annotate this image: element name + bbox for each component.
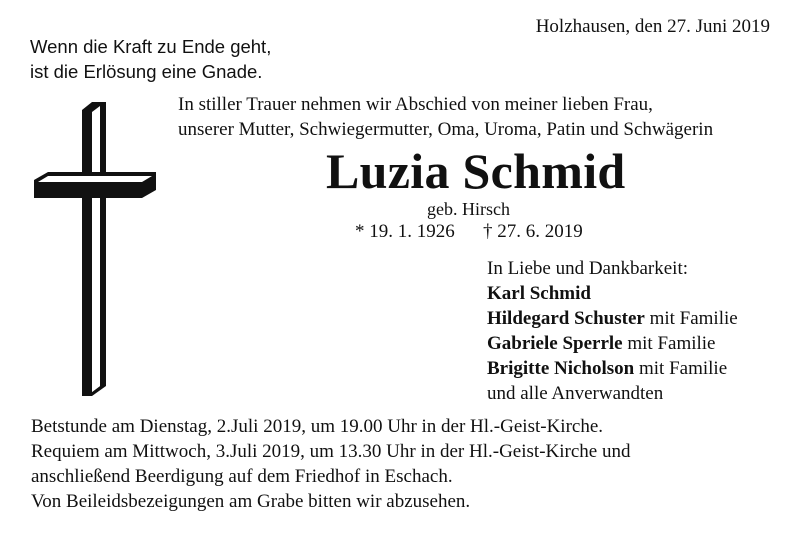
birth-date: * 19. 1. 1926 — [355, 221, 455, 242]
notice-line: anschließend Beerdigung auf dem Friedhof in Eschach. — [31, 466, 453, 487]
death-date: † 27. 6. 2019 — [483, 221, 583, 242]
intro-line-2: unserer Mutter, Schwiegermutter, Oma, Uroma, Patin und Schwägerin — [178, 119, 714, 140]
service-notices — [31, 414, 630, 514]
mourner-name: Brigitte Nicholson — [487, 358, 635, 379]
mourners-list — [487, 256, 738, 406]
mourner-name: Gabriele Sperrle — [487, 333, 623, 354]
notice-line: Betstunde am Dienstag, 2.Juli 2019, um 19.00 Uhr in der Hl.-Geist-Kirche. — [31, 416, 604, 437]
maiden-name: geb. Hirsch — [427, 199, 510, 219]
notice-line: Requiem am Mittwoch, 3.Juli 2019, um 13.30 Uhr in der Hl.-Geist-Kirche und — [31, 441, 631, 462]
mourner-row — [487, 356, 738, 381]
cross-icon — [30, 100, 160, 400]
mourner-suffix: mit Familie — [634, 358, 728, 379]
notice-line: Von Beileidsbezeigungen am Grabe bitten wir abzusehen. — [31, 491, 471, 512]
intro-text — [178, 92, 713, 142]
dateline: Holzhausen, den 27. Juni 2019 — [535, 16, 770, 37]
mourner-name: Karl Schmid — [487, 283, 591, 304]
mourners-heading: In Liebe und Dankbarkeit: — [487, 258, 689, 279]
mourner-name: Hildegard Schuster — [487, 308, 645, 329]
mourners-closing: und alle Anverwandten — [487, 383, 664, 404]
mourner-row — [487, 306, 738, 331]
mourner-suffix: mit Familie — [644, 308, 738, 329]
motto-line-2: ist die Erlösung eine Gnade. — [30, 61, 263, 82]
intro-line-1: In stiller Trauer nehmen wir Abschied von meiner lieben Frau, — [178, 94, 653, 115]
mourner-row — [487, 281, 738, 306]
deceased-name: Luzia Schmid — [326, 143, 626, 199]
mourner-suffix: mit Familie — [622, 333, 716, 354]
mourner-row — [487, 331, 738, 356]
motto-line-1: Wenn die Kraft zu Ende geht, — [30, 36, 272, 57]
motto-verse — [30, 34, 271, 84]
